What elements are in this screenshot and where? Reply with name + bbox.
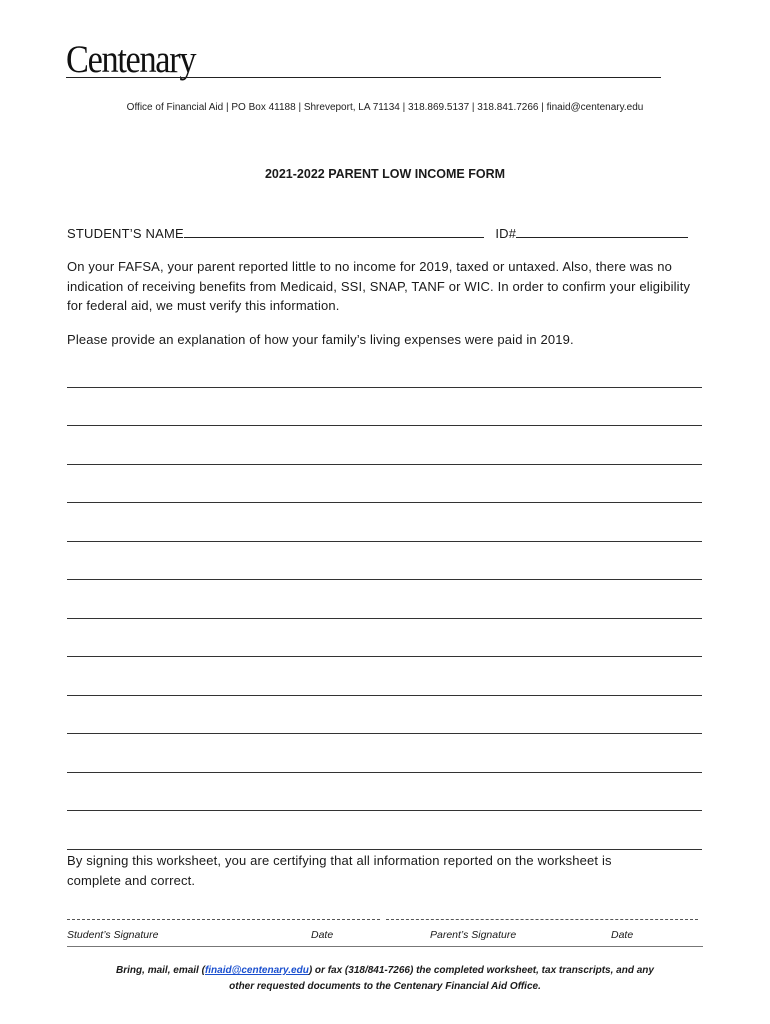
explanation-line[interactable] — [67, 810, 702, 811]
explanation-line[interactable] — [67, 579, 702, 580]
explanation-line[interactable] — [67, 387, 702, 388]
explanation-line[interactable] — [67, 849, 702, 850]
student-id-label: ID# — [495, 226, 517, 241]
footer-line-1 — [0, 963, 770, 979]
explanation-line[interactable] — [67, 464, 702, 465]
student-name-label: STUDENT’S NAME — [67, 226, 184, 241]
parent-signature-line[interactable] — [386, 919, 698, 920]
explanation-line[interactable] — [67, 425, 702, 426]
explanation-line[interactable] — [67, 502, 702, 503]
explanation-prompt: Please provide an explanation of how your family’s living expenses were paid in 2019. — [67, 332, 574, 347]
parent-date-label: Date — [611, 929, 634, 941]
footer-text-end: ) or fax (318/841-7266) the completed worksheet, tax transcripts, and any — [308, 965, 654, 976]
explanation-line[interactable] — [67, 695, 702, 696]
explanation-line[interactable] — [67, 772, 702, 773]
explanation-line[interactable] — [67, 541, 702, 542]
parent-signature-label: Parent’s Signature — [430, 929, 517, 941]
footer-text-start: Bring, mail, email ( — [116, 965, 205, 976]
submission-instructions — [0, 963, 770, 995]
footer-line-2: other requested documents to the Centenary Financial Aid Office. — [229, 981, 541, 992]
student-name-field[interactable] — [184, 225, 484, 238]
student-date-label: Date — [311, 929, 334, 941]
logo-underline — [66, 77, 661, 78]
email-link[interactable]: finaid@centenary.edu — [204, 965, 309, 976]
explanation-line[interactable] — [67, 733, 702, 734]
student-id-field[interactable] — [516, 225, 688, 238]
student-signature-label: Student’s Signature — [67, 929, 159, 941]
signature-bottom-rule — [67, 946, 703, 947]
form-title: 2021-2022 PARENT LOW INCOME FORM — [264, 167, 506, 181]
certification-statement: By signing this worksheet, you are certifying that all information reported on the worksheet is complete and correct. — [67, 853, 612, 888]
office-contact-line: Office of Financial Aid | PO Box 41188 | Shreveport, LA 71134 | 318.869.5137 | 318.841.7266 | finaid@centenary.edu — [126, 102, 644, 113]
student-info-row — [67, 225, 688, 241]
centenary-logo: Centenary — [66, 38, 196, 81]
intro-paragraph: On your FAFSA, your parent reported little to no income for 2019, taxed or untaxed. Also, there was no indication of receiving benefits from Medicaid, SSI, SNAP, TANF or WIC. In order to confirm your eligibility for federal aid, we must verify this information. — [67, 259, 691, 313]
explanation-line[interactable] — [67, 618, 702, 619]
student-signature-line[interactable] — [67, 919, 380, 920]
explanation-line[interactable] — [67, 656, 702, 657]
